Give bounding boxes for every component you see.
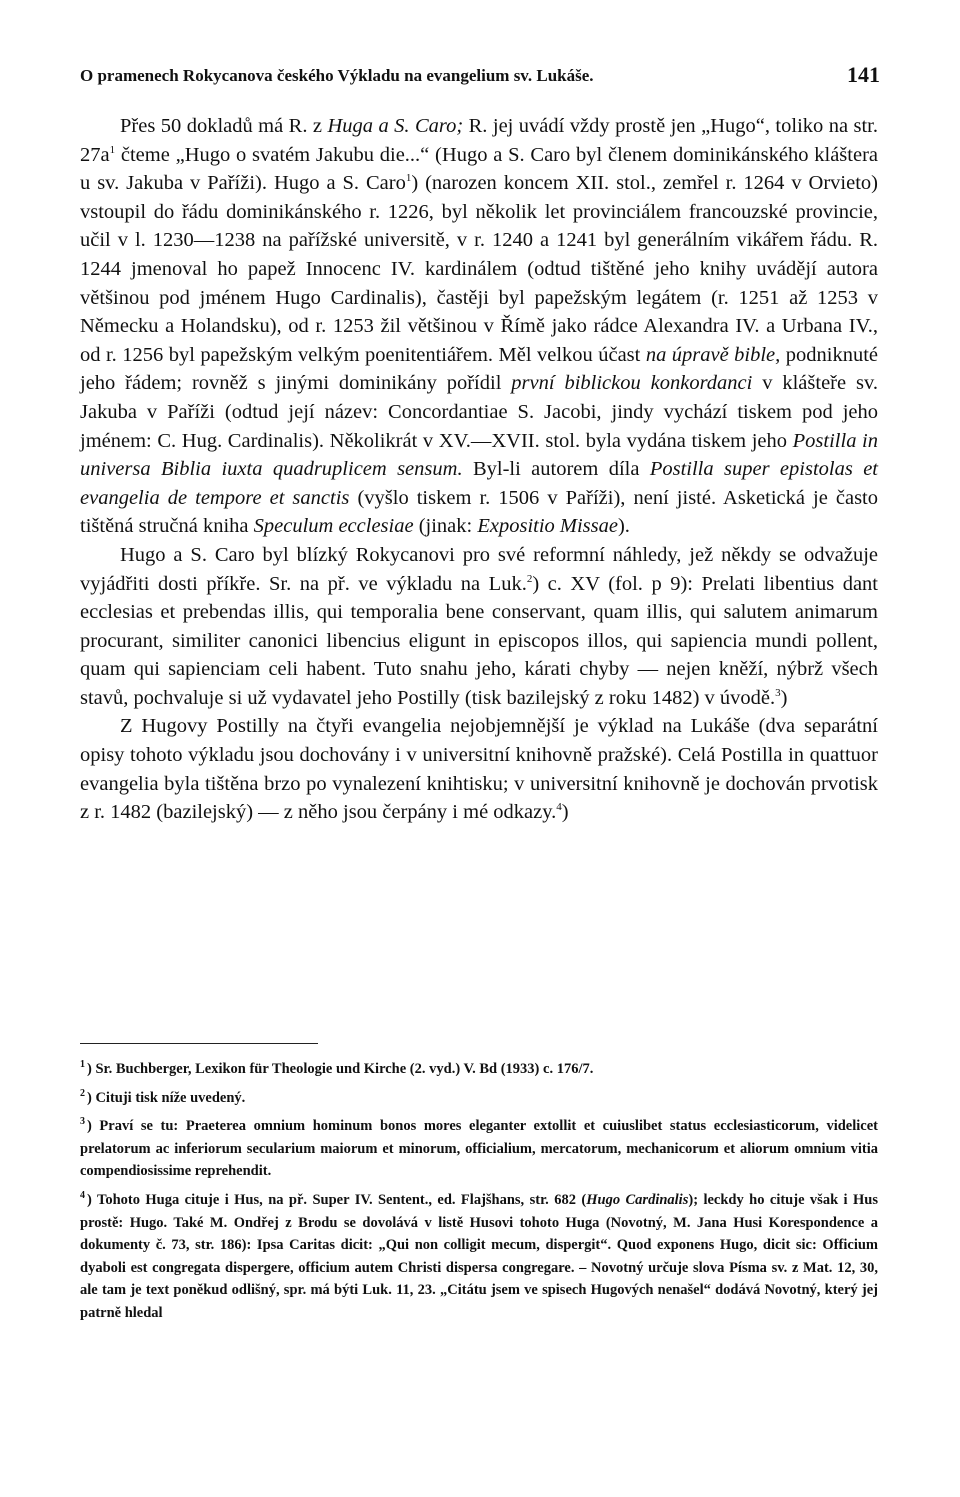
footnote-divider [80, 1043, 318, 1044]
footnote-mark: 1 [80, 1059, 85, 1071]
running-title: O pramenech Rokycanova českého Výkladu na evangelium sv. Lukáše. [80, 66, 594, 85]
text-run: podniknuté jeho řádem; rovněž s jinými dominikány pořídil [80, 343, 878, 395]
text-run: Přes 50 dokladů má R. z [120, 115, 328, 137]
text-run: ) [561, 801, 569, 824]
running-header [80, 62, 880, 90]
text-run: v klášteře sv. Jakuba v Paříži (odtud její název: Concordantiae S. Jacobi, jindy vychází tiskem pod jeho jménem: C. Hug. Cardinalis). Několikrát v XV.—XVII. stol. byla vydána tiskem jeho [80, 372, 879, 452]
text-run: (jinak: [413, 515, 478, 538]
italic-run: Postilla in universa Biblia iuxta quadruplicem sensum. [80, 429, 878, 481]
footnote-ref: 2 [526, 572, 533, 585]
italic-run: první biblickou konkordanci [511, 372, 753, 395]
italic-run: Expositio Missae [477, 515, 618, 538]
footnote-1 [80, 1058, 878, 1081]
italic-run: na úpravě bible, [645, 343, 781, 366]
footnote-ref: 4 [556, 801, 562, 814]
footnotes [80, 1058, 878, 1331]
footnote-ref: 3 [775, 687, 781, 700]
paragraph-1 [80, 112, 878, 541]
footnote-3 [80, 1115, 878, 1183]
text-run: ) [780, 686, 788, 709]
italic-run: Speculum ecclesiae [253, 515, 414, 538]
italic-run: Postilla super epistolas et evangelia de tempore et sanctis [80, 458, 878, 509]
text-run: (vyšlo tiskem r. 1506 v Paříži), není jisté. Asketická je často tištěná stručná kniha [80, 486, 878, 538]
footnote-text: ) Cituji tisk níže uvedený. [87, 1089, 246, 1106]
footnote-text: ) Tohoto Huga cituje i Hus, na př. Super IV. Sentent., ed. Flajšhans, str. 682 ( [87, 1191, 587, 1208]
main-text [80, 112, 878, 827]
italic-run: Huga a S. Caro; [327, 115, 464, 137]
paragraph-2 [80, 541, 878, 713]
text-run: R. jej uvádí vždy prostě jen „Hugo“, toliko na str. 27a [80, 115, 878, 166]
italic-run: Hugo Cardinalis [586, 1191, 689, 1208]
text-run: Z Hugovy Postilly na čtyři evangelia nejobjemnější je výklad na Lukáše (dva separátní opisy tohoto výkladu jsou dochovány i v universitní knihovně pražské). Celá Postilla in quattuor evangelia byla tištěna brzo po vynalezení knihtisku; v universitní knihovně je dochován prvotisk z r. 1482 (bazilejský) — z něho jsou čerpány i mé odkazy. [80, 715, 878, 824]
page-number: 141 [847, 62, 880, 87]
footnote-text: ); leckdy ho cituje však i Hus prostě: Hugo. Také M. Ondřej z Brodu se dovolává v listě Husovi tohoto Huga (Novotný, M. Jana Husi Korespondence a dokumenty č. 73, str. 186): Ipsa Caritas dicit: „Qui non colligit mecum, dispergit“. Quod exponens Hugo, dicit sic: Officium dyaboli est congregata dispergere, officium autem Christi dispersa congregare. – Novotný určuje slova Písma sv. z Mat. 12, 30, ale tam je text poněkud odlišný, spr. má býti Luk. 11, 23. „Citátu jsem ve spisech Hugových nenašel“ dodává Novotný, který jej patrně hledal [80, 1191, 878, 1321]
footnote-2 [80, 1087, 878, 1110]
footnote-ref: 1 [405, 172, 412, 185]
text-run: ) (narozen koncem XII. stol., zemřel r. 1264 v Orvieto) vstoupil do řádu dominikánského r. 1226, byl několik let provinciálem francouzské provincie, učil v l. 1230—1238 na pařížské universitě, v r. 1240 a 1241 byl generálním vikářem řádu. R. 1244 jmenoval ho papež Innocenc IV. kardinálem (odtud tištěné jeho knihy uvádějí autora většinou pod jménem Hugo Cardinalis), častěji byl papežským legátem (r. 1251 až 1253 v Německu a Holandsku), od r. 1253 žil většinou v Římě jako rádce Alexandra IV. a Urbana IV., od r. 1256 byl papežským velkým poenitentiářem. Měl velkou účast [80, 172, 879, 366]
text-run: čteme „Hugo o svatém Jakubu die...“ (Hugo a S. Caro byl členem dominikánského kláštera u sv. Jakuba v Paříži). Hugo a S. Caro [80, 143, 878, 195]
text-run: ). [617, 515, 630, 538]
text-run: ) c. XV (fol. p 9): Prelati libentius dant ecclesias et prebendas illis, qui temporalia bene conservant, quam illis, qui salutem animarum procurant, similiter canonici libencius eligunt in episcopos illos, qui sapiencia mundi pollent, quam qui sapienciam celi habent. Tuto snahu jeho, kárati chyby — nejen kněží, nýbrž všech stavů, pochvaluje si už vydavatel jeho Postilly (tisk bazilejský z roku 1482) v úvodě. [80, 572, 879, 709]
footnote-text: ) Praví se tu: Praeterea omnium hominum bonos mores eleganter extollit et cuiuslibet status ecclesiasticorum, videlicet prelatorum ac inferiorum secularium maiorum et minorum, officialium, mercatorum, mechanicorum et aliorum omnium vitia compendiosissime reprehendit. [80, 1118, 878, 1180]
footnote-mark: 2 [80, 1087, 85, 1099]
footnote-ref: 1 [109, 143, 116, 156]
footnote-4 [80, 1189, 878, 1325]
footnote-mark: 3 [80, 1116, 85, 1128]
footnote-mark: 4 [80, 1190, 85, 1202]
footnote-text: ) Sr. Buchberger, Lexikon für Theologie und Kirche (2. vyd.) V. Bd (1933) c. 176/7. [87, 1061, 594, 1077]
text-run: Byl-li autorem díla [462, 458, 650, 481]
paragraph-3 [80, 712, 878, 826]
text-run: Hugo a S. Caro byl blízký Rokycanovi pro své reformní náhledy, jež někdy se odvažuje vyjádřiti dosti příkře. Sr. na př. ve výkladu na Luk. [80, 543, 878, 595]
